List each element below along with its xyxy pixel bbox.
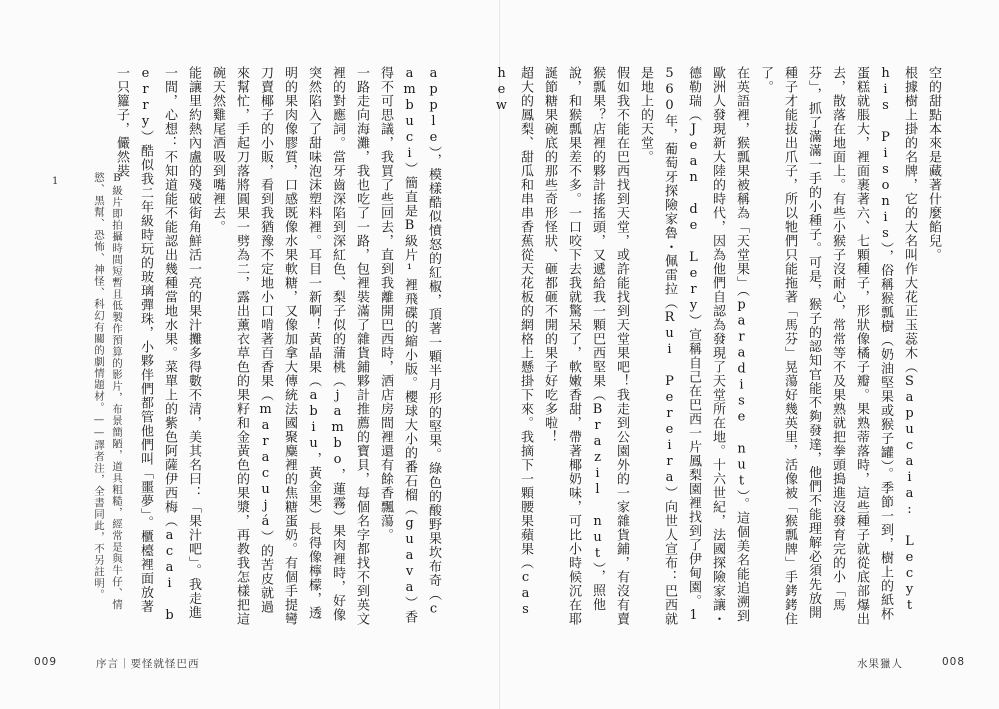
paragraph: 能讓里約熱內盧的殘破街角鮮活一亮的果汁攤多得數不清，美其名曰：「果汁吧」。我走進一間，心想：不知道能不能認出幾種當地水果。菜單上的紫色阿薩伊西梅（acai berry）酷似我二年級時玩的玻璃彈珠，小夥伴們都管他們叫「噩夢」。櫃檯裡面放著一只籮子，儼然裝	[114, 66, 201, 624]
paragraph: 一路走向海灘，我也吃了一路，包裡裝滿了雜貨鋪夥計推薦的寶貝，每個名字都找不到英文裡的對應詞。當牙齒深陷到深紅色、梨子似的蒲桃（jambo，蓮霧）果肉裡時，好像突然陷入了甜味泡沫塑料裡。耳目一新啊！黃晶果（abiu，黃金果）長得像檸檬，透明的果肉像膠質，口感既像水果軟糖，又像加拿大傳統法國聚麋裡的焦糖蛋奶。有個手提彎刀賣椰子的小販，看到我猶豫不定地小口啃著百香果（maracujá）的苦皮就過來幫忙，手起刀落將圓果一劈為二，露出薰衣草色的果籽和金黃色的果漿，再教我怎樣把這碗天然雞尾酒吸到嘴裡去。	[210, 66, 369, 626]
running-head: 水果獵人	[857, 658, 903, 670]
footnote	[66, 172, 126, 626]
footnote-marker: 1	[52, 176, 59, 187]
left-body-text	[114, 66, 445, 626]
paragraph: 假如我不能在巴西找到天堂，或許能找到天堂果吧！我走到公園外的一家雜貨鋪，有沒有賣猴瓢果？店裡的夥計搖搖頭，又遞給我一顆巴西堅果（Brazil nut），照他說，和猴瓢果差不多。一口咬下去我就驚呆了，軟嫩香甜，帶著椰奶味，可比小時候沉在耶誕節糖果碗底的那些奇形怪狀、砸都砸不開的果子好吃多啦！	[542, 66, 629, 626]
paragraph: 在英語裡，猴瓢果被稱為「天堂果」（paradise nut）。這個美名能追溯到歐洲人發現新大陸的時代，因為他們自認為發現了天堂所在地。十六世紀，法國探險家讓・德勒瑞（Jean de Lery）宣稱自己在巴西一片鳳梨園裡找到了伊甸園。1560年，葡萄牙探險家魯・佩雷拉（Rui Pereira）向世人宣布：巴西就是地上的天堂。	[638, 66, 749, 626]
right-body-text	[494, 66, 945, 626]
paragraph: apple），模樣酷似憤怒的紅椒，頂著一顆半月形的堅果。綠色的酸野果坎布奇（cambuci）簡直是B級片¹裡飛碟的縮小版。櫻球大小的番石榴（guava）香得不可思議，我買了些回去，直到我離開巴西時，酒店房間裡還有餘香飄蕩。	[378, 66, 441, 624]
paragraph: 根據樹上掛的名牌，它的大名叫作大花正玉蕊木（Sapucaia: Lecythis Pisonis），俗稱猴瓢樹（奶油堅果或猴子罐）。季節一到，樹上的紙杯蛋糕就脹大，裡面裹著六、七顆種子，形狀像橘子瓣。果熟蒂落時，這些種子就從底部爆出去，散落在地面上。有些小猴子沒耐心，常常等不及果熟就把拳頭搗進沒發育完的小「馬芬」，抓了滿滿一手的小種子。可是，猴子的認知官能不夠發達，他們不能理解必須先放開種子才能拔出爪子，所以牠們只能拖著「馬芬」晃蕩好幾英里，活像被「猴瓢牌」手銬銬住了。	[758, 66, 917, 626]
paragraph: 空的甜點本來是藏著什麼餡兒。	[926, 66, 941, 262]
right-page	[494, 0, 999, 709]
page-number: 009	[34, 656, 58, 668]
paragraph: 超大的鳳梨、甜瓜和串串香蕉從天花板的網格上懸掛下來。我摘下一顆腰果蘋果（cashew	[494, 66, 533, 618]
page-number: 008	[941, 656, 965, 668]
footnote-text: B級片即拍攝時間短暫且低製作預算的影片，布景簡陋，道具粗糙，經常是與牛仔、情慾、黑幫、恐怖、神怪、科幻有關的劇情題材。——譯者注，全書同此，不另註明。	[93, 172, 123, 611]
running-head: 序言｜要怪就怪巴西	[96, 658, 200, 670]
